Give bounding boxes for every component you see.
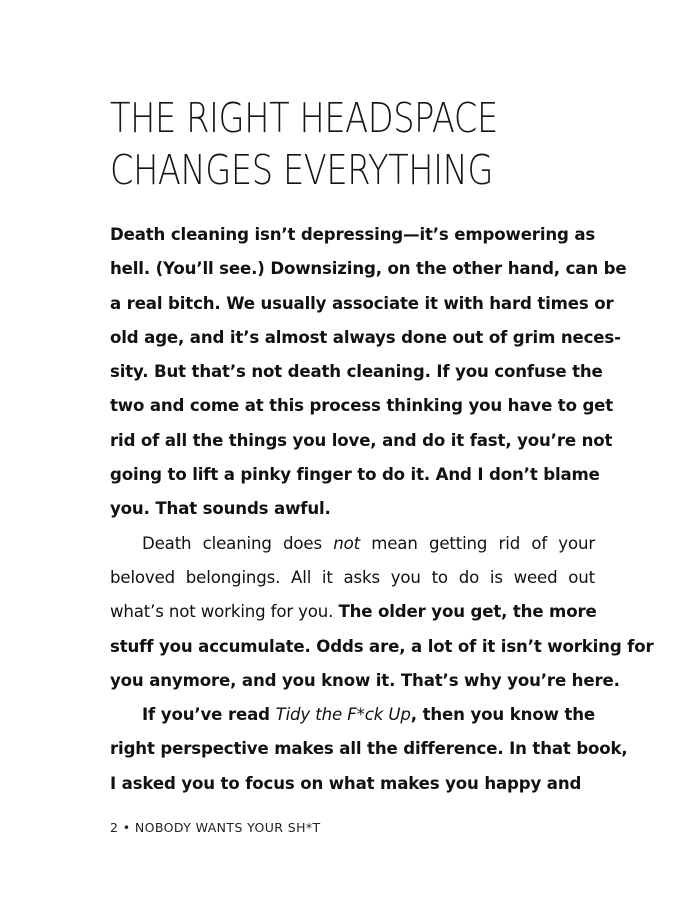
paragraph-1-line: sity. But that’s not death cleaning. If you confuse the — [110, 362, 603, 382]
paragraph-3-text: , then you know the — [410, 705, 595, 725]
heading-line-1: THE RIGHT HEADSPACE — [110, 94, 498, 142]
paragraph-3 — [110, 698, 628, 801]
paragraph-1-line: rid of all the things you love, and do it fast, you’re not — [110, 430, 613, 450]
paragraph-2-line: beloved belongings. All it asks you to do is weed out — [110, 567, 595, 587]
paragraph-1-line: Death cleaning isn’t depressing—it’s empowering as — [110, 225, 596, 244]
chapter-heading — [110, 92, 504, 196]
paragraph-2-line — [110, 527, 595, 561]
paragraph-3-line: I asked you to focus on what makes you happy and — [110, 773, 582, 793]
paragraph-2-text: The older you get, the more — [338, 602, 597, 622]
paragraph-2-line: you anymore, and you know it. That’s why you’re here. — [110, 670, 620, 690]
paragraph-2-text: mean getting rid of your — [359, 533, 595, 553]
paragraph-1-line: going to lift a pinky finger to do it. And I don’t blame — [110, 465, 600, 485]
running-book-title: NOBODY WANTS YOUR SH*T — [134, 820, 321, 835]
paragraph-2-text: Death cleaning does — [142, 533, 334, 553]
paragraph-1-line: a real bitch. We usually associate it with hard times or — [110, 293, 614, 313]
paragraph-1-line: two and come at this process thinking you have to get — [110, 396, 614, 416]
page-footer — [110, 820, 321, 835]
paragraph-2-text: what’s not working for you. — [110, 602, 339, 622]
paragraph-2-line: stuff you accumulate. Odds are, a lot of it isn’t working for — [110, 636, 654, 656]
page-number: 2 — [110, 820, 119, 835]
paragraph-1-line: hell. (You’ll see.) Downsizing, on the other hand, can be — [110, 259, 627, 279]
paragraph-2 — [110, 527, 654, 698]
body-text — [110, 218, 654, 801]
book-title-reference: Tidy the F*ck Up — [275, 705, 411, 725]
emphasis-not: not — [333, 533, 360, 553]
paragraph-2-line — [110, 595, 595, 629]
paragraph-3-text: If you’ve read — [142, 705, 276, 725]
paragraph-3-line: right perspective makes all the difference. In that book, — [110, 739, 628, 759]
footer-separator: • — [122, 820, 131, 835]
heading-line-2: CHANGES EVERYTHING — [110, 146, 494, 194]
paragraph-1 — [110, 218, 627, 527]
paragraph-1-line: you. That sounds awful. — [110, 499, 331, 519]
paragraph-1-line: old age, and it’s almost always done out of grim neces- — [110, 327, 621, 347]
paragraph-3-line — [110, 698, 595, 732]
